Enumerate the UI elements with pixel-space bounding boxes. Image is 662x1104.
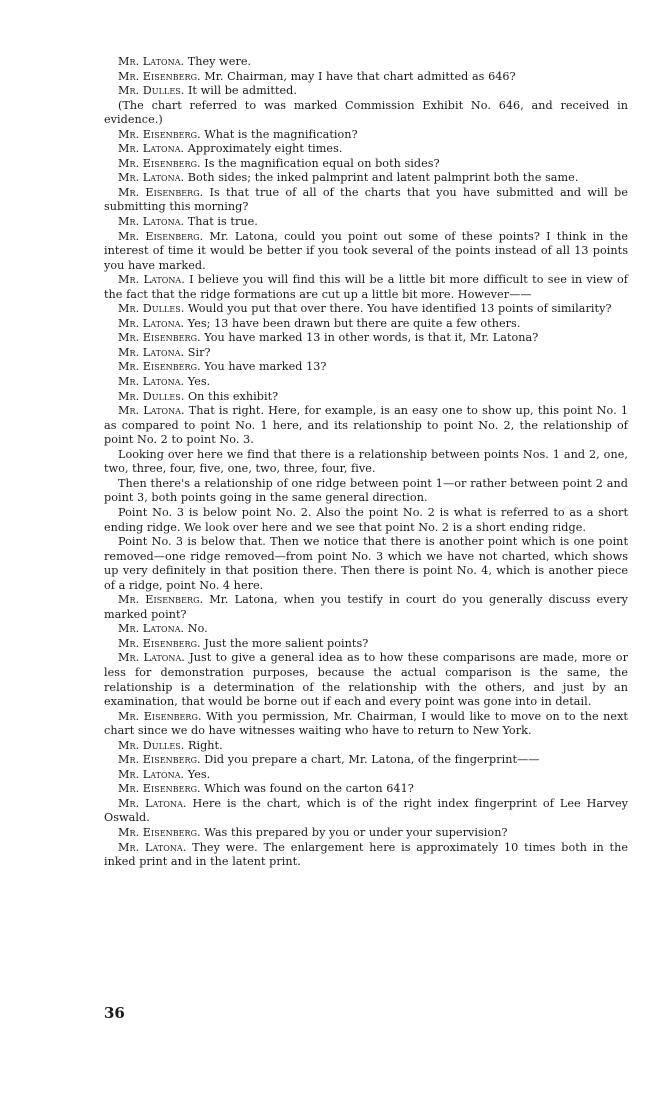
paragraph-text: Then there's a relationship of one ridge between point 1—or rather between point 2 and point 3, both points going in the same general direction. [104,476,628,505]
paragraph [104,637,628,652]
paragraph [104,535,628,593]
paragraph-text: Is that true of all of the charts that you have submitted and will be submitting this morning? [104,185,628,214]
speaker-name: Mr. Latona. [118,651,185,665]
speaker-name: Mr. Latona. [118,840,187,854]
speaker-name: Mr. Latona. [118,273,185,287]
document-body [104,55,628,870]
paragraph [104,171,628,186]
paragraph [104,70,628,85]
speaker-name: Mr. Latona. [118,345,185,359]
paragraph-text: Is the magnification equal on both sides? [200,156,440,170]
paragraph-text: That is right. Here, for example, is an easy one to show up, this point No. 1 as compared to point No. 1 here, and its relationship to point No. 2, the relationship of point No. 2 to point No. 3. [104,404,628,447]
paragraph [104,651,628,709]
speaker-name: Mr. Eisenberg. [118,156,201,170]
paragraph-text: Sir? [184,345,211,359]
paragraph [104,477,628,506]
speaker-name: Mr. Latona. [118,622,185,636]
paragraph [104,128,628,143]
paragraph-text: Did you prepare a chart, Mr. Latona, of the fingerprint—— [200,753,540,767]
paragraph [104,84,628,99]
paragraph [104,273,628,302]
paragraph [104,739,628,754]
paragraph-text: Here is the chart, which is of the right index fingerprint of Lee Harvey Oswald. [104,796,629,825]
paragraph [104,317,628,332]
paragraph-text: Was this prepared by you or under your supervision? [200,825,508,839]
paragraph-text: Approximately eight times. [184,142,343,156]
paragraph [104,302,628,317]
paragraph [104,55,628,70]
speaker-name: Mr. Eisenberg. [118,636,201,650]
paragraph-text: Point No. 3 is below point No. 2. Also the point No. 2 is what is referred to as a short ending ridge. We look over here and we see that point No. 2 is a short ending ridge. [104,505,628,534]
paragraph [104,157,628,172]
speaker-name: Mr. Latona. [118,404,185,418]
speaker-name: Mr. Latona. [118,171,185,185]
page-number: 36 [104,1004,125,1022]
paragraph-text: Yes. [184,375,211,389]
paragraph [104,215,628,230]
paragraph-text: You have marked 13? [200,360,327,374]
paragraph [104,768,628,783]
paragraph-text: Just to give a general idea as to how these comparisons are made, more or less for demonstration purposes, because the actual comparison is the same, the relationship is a determination of the relationship with the others, and just by an examination, that would be borne out if each and every point was gone into in detail. [104,651,628,709]
speaker-name: Mr. Dulles. [118,738,185,752]
paragraph-text: They were. [184,55,252,68]
paragraph [104,360,628,375]
paragraph [104,622,628,637]
speaker-name: Mr. Eisenberg. [118,593,204,607]
paragraph-text: You have marked 13 in other words, is that it, Mr. Latona? [200,331,539,345]
speaker-name: Mr. Latona. [118,796,187,810]
paragraph-text: I believe you will find this will be a little bit more difficult to see in view of the fact that the ridge formations are cut up a little bit more. However—— [104,273,628,301]
paragraph-text: On this exhibit? [184,389,279,403]
paragraph-text: What is the magnification? [200,127,358,141]
paragraph [104,142,628,157]
paragraph-text: With you permission, Mr. Chairman, I would like to move on to the next chart since we do have witnesses waiting who have to return to New York. [104,709,628,738]
speaker-name: Mr. Eisenberg. [118,331,201,345]
paragraph-text: Mr. Latona, could you point out some of these points? I think in the interest of time it would be better if you took several of the points instead of all 13 points you have marked. [104,229,628,272]
speaker-name: Mr. Latona. [118,215,185,229]
paragraph [104,404,628,448]
paragraph [104,99,628,128]
paragraph [104,826,628,841]
speaker-name: Mr. Dulles. [118,302,185,316]
speaker-name: Mr. Latona. [118,316,185,330]
paragraph-text: (The chart referred to was marked Commission Exhibit No. 646, and received in evidence.) [104,98,628,127]
paragraph-text: No. [184,622,208,636]
paragraph [104,797,628,826]
paragraph [104,375,628,390]
speaker-name: Mr. Latona. [118,375,185,389]
paragraph-text: Would you put that over there. You have identified 13 points of similarity? [184,302,612,316]
speaker-name: Mr. Eisenberg. [118,782,201,796]
speaker-name: Mr. Eisenberg. [118,709,202,723]
paragraph-text: Both sides; the inked palmprint and latent palmprint both the same. [184,171,579,185]
paragraph-text: That is true. [184,215,258,229]
paragraph-text: Yes. [184,767,211,781]
paragraph [104,506,628,535]
speaker-name: Mr. Latona. [118,55,185,68]
paragraph [104,710,628,739]
paragraph-text: Mr. Latona, when you testify in court do you generally discuss every marked point? [104,593,628,621]
paragraph [104,186,628,215]
speaker-name: Mr. Dulles. [118,389,185,403]
paragraph [104,448,628,477]
paragraph [104,753,628,768]
paragraph-text: They were. The enlargement here is approximately 10 times both in the inked print and in the latent print. [104,840,629,869]
paragraph [104,593,628,622]
paragraph [104,841,628,870]
speaker-name: Mr. Eisenberg. [118,360,201,374]
paragraph [104,230,628,274]
paragraph-text: Just the more salient points? [200,636,369,650]
speaker-name: Mr. Dulles. [118,84,185,98]
paragraph [104,390,628,405]
speaker-name: Mr. Eisenberg. [118,825,201,839]
paragraph-text: Which was found on the carton 641? [200,782,414,796]
paragraph-text: Looking over here we find that there is a relationship between points Nos. 1 and 2, one, two, three, four, five, one, two, three, four, five. [104,447,628,476]
paragraph-text: It will be admitted. [184,84,297,98]
paragraph-text: Yes; 13 have been drawn but there are quite a few others. [184,316,521,330]
paragraph [104,346,628,361]
paragraph [104,782,628,797]
speaker-name: Mr. Latona. [118,142,185,156]
speaker-name: Mr. Eisenberg. [118,69,201,83]
paragraph-text: Point No. 3 is below that. Then we notice that there is another point which is one point removed—one ridge removed—from point No. 3 which we have not charted, which shows up very definitely in that position there. Then there is point No. 4, which is another piece of a ridge, point No. 4 here. [104,535,628,592]
speaker-name: Mr. Eisenberg. [118,127,201,141]
speaker-name: Mr. Eisenberg. [118,229,204,243]
paragraph-text: Right. [184,738,223,752]
paragraph [104,331,628,346]
paragraph-text: Mr. Chairman, may I have that chart admitted as 646? [200,69,516,83]
speaker-name: Mr. Eisenberg. [118,185,204,199]
speaker-name: Mr. Eisenberg. [118,753,201,767]
speaker-name: Mr. Latona. [118,767,185,781]
